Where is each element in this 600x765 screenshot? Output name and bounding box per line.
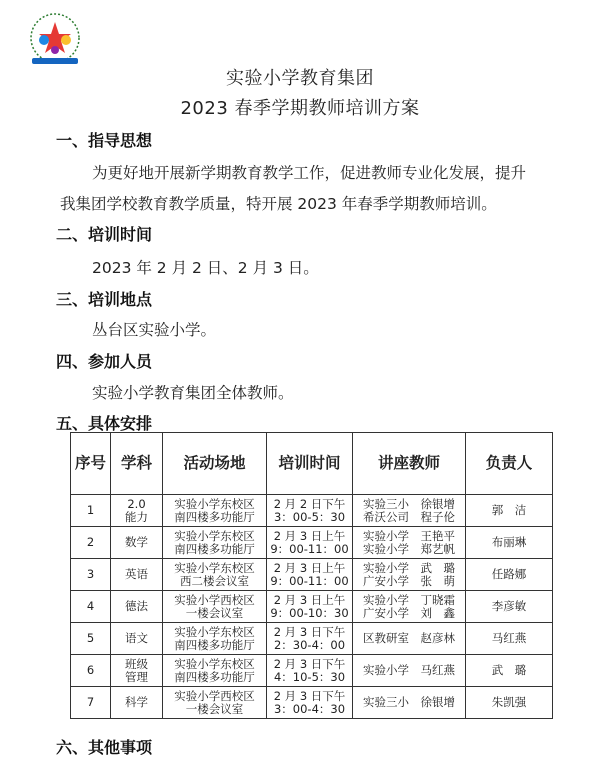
section-body-line: 为更好地开展新学期教育教学工作，促进教师专业化发展，提升 — [92, 164, 527, 182]
schedule-table — [70, 432, 553, 719]
cell-time: 2 月 3 日下午 4：10-5：30 — [267, 655, 353, 687]
cell-venue: 实验小学东校区 南四楼多功能厅 — [163, 527, 267, 559]
section-heading-training-location: 三、培训地点 — [56, 290, 153, 309]
cell-time: 2 月 3 日上午 9：00-10：30 — [267, 591, 353, 623]
cell-no: 7 — [71, 687, 111, 719]
cell-teacher: 实验小学 王艳平 实验小学 郑艺帆 — [353, 527, 466, 559]
cell-teacher: 区教研室 赵彦林 — [353, 623, 466, 655]
table-row — [71, 495, 553, 527]
cell-subject: 科学 — [111, 687, 163, 719]
section-body-line: 我集团学校教育教学质量，特开展 2023 年春季学期教师培训。 — [60, 195, 497, 213]
cell-no: 5 — [71, 623, 111, 655]
header-owner: 负责人 — [466, 433, 553, 495]
section-heading-participants: 四、参加人员 — [56, 352, 153, 371]
header-time: 培训时间 — [267, 433, 353, 495]
section-heading-schedule: 五、具体安排 — [56, 414, 153, 433]
cell-teacher: 实验三小 徐银增 — [353, 687, 466, 719]
cell-time: 2 月 3 日上午 9：00-11：00 — [267, 559, 353, 591]
table-row — [71, 655, 553, 687]
table-row — [71, 623, 553, 655]
table-row — [71, 687, 553, 719]
section-heading-training-time: 二、培训时间 — [56, 225, 153, 244]
table-row — [71, 527, 553, 559]
header-teacher: 讲座教师 — [353, 433, 466, 495]
section-heading-guiding-ideology: 一、指导思想 — [56, 131, 153, 150]
cell-owner: 布丽琳 — [466, 527, 553, 559]
school-logo — [20, 10, 90, 70]
cell-venue: 实验小学西校区 一楼会议室 — [163, 687, 267, 719]
cell-teacher: 实验小学 马红燕 — [353, 655, 466, 687]
table-row — [71, 591, 553, 623]
cell-no: 4 — [71, 591, 111, 623]
header-subject: 学科 — [111, 433, 163, 495]
cell-venue: 实验小学东校区 南四楼多功能厅 — [163, 655, 267, 687]
cell-venue: 实验小学东校区 南四楼多功能厅 — [163, 495, 267, 527]
document-title: 实验小学教育集团 — [226, 68, 374, 89]
cell-teacher: 实验三小 徐银增 希沃公司 程子伦 — [353, 495, 466, 527]
cell-owner: 李彦敏 — [466, 591, 553, 623]
cell-owner: 朱凯强 — [466, 687, 553, 719]
cell-teacher: 实验小学 武 璐 广安小学 张 萌 — [353, 559, 466, 591]
table-header-row — [71, 433, 553, 495]
cell-subject: 语文 — [111, 623, 163, 655]
section-body-line: 丛台区实验小学。 — [92, 321, 217, 339]
cell-owner: 任路娜 — [466, 559, 553, 591]
cell-no: 3 — [71, 559, 111, 591]
cell-owner: 马红燕 — [466, 623, 553, 655]
cell-subject: 数学 — [111, 527, 163, 559]
section-heading-other-matters: 六、其他事项 — [56, 738, 153, 757]
cell-time: 2 月 3 日下午 2：30-4：00 — [267, 623, 353, 655]
cell-subject: 德法 — [111, 591, 163, 623]
cell-venue: 实验小学西校区 一楼会议室 — [163, 591, 267, 623]
cell-owner: 武 璐 — [466, 655, 553, 687]
cell-no: 6 — [71, 655, 111, 687]
cell-no: 2 — [71, 527, 111, 559]
cell-subject: 英语 — [111, 559, 163, 591]
document-subtitle: 2023 春季学期教师培训方案 — [180, 98, 420, 119]
cell-subject: 2.0 能力 — [111, 495, 163, 527]
cell-venue: 实验小学东校区 南四楼多功能厅 — [163, 623, 267, 655]
table-row — [71, 559, 553, 591]
cell-time: 2 月 2 日下午 3：00-5：30 — [267, 495, 353, 527]
section-body-line: 实验小学教育集团全体教师。 — [92, 384, 294, 402]
header-venue: 活动场地 — [163, 433, 267, 495]
cell-subject: 班级 管理 — [111, 655, 163, 687]
cell-teacher: 实验小学 丁晓霜 广安小学 刘 鑫 — [353, 591, 466, 623]
header-no: 序号 — [71, 433, 111, 495]
cell-time: 2 月 3 日上午 9：00-11：00 — [267, 527, 353, 559]
cell-owner: 郭 洁 — [466, 495, 553, 527]
section-body-line: 2023 年 2 月 2 日、2 月 3 日。 — [92, 259, 319, 277]
cell-no: 1 — [71, 495, 111, 527]
cell-time: 2 月 3 日下午 3：00-4：30 — [267, 687, 353, 719]
cell-venue: 实验小学东校区 西二楼会议室 — [163, 559, 267, 591]
